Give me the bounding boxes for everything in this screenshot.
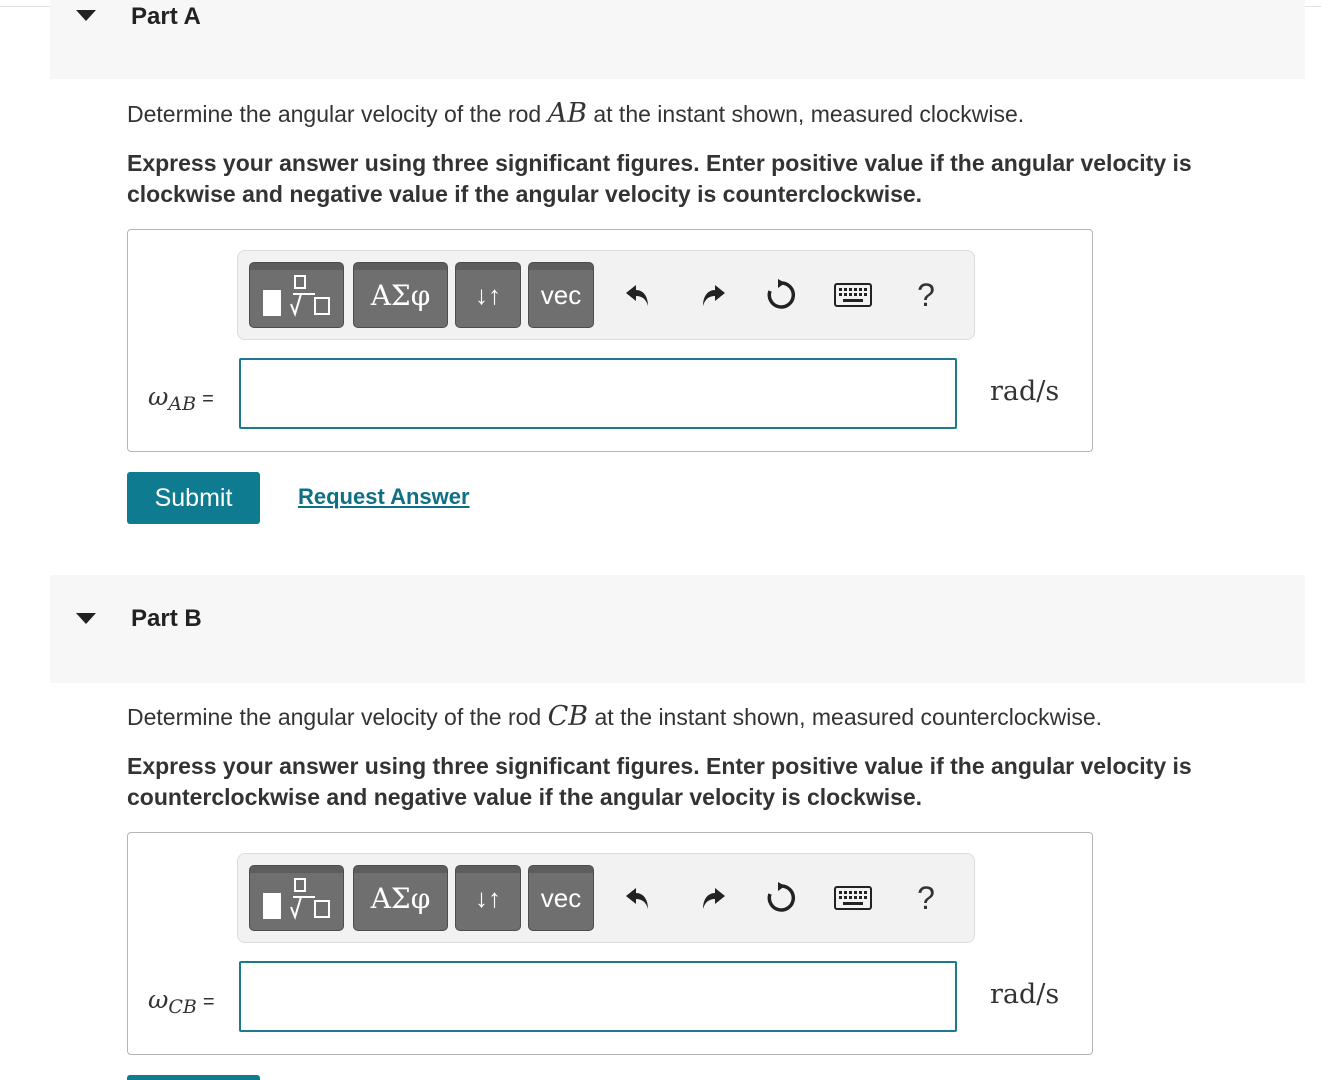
- templates-icon: [257, 270, 337, 320]
- unit-label: rad/s: [990, 376, 1060, 407]
- keyboard-icon[interactable]: [833, 876, 873, 920]
- part-a-title: Part A: [131, 3, 201, 30]
- omega-ab-label: $\omega_{AB}$ =: [148, 382, 214, 415]
- part-a-question: Determine the angular velocity of the rod AB at the instant shown, measured clockwise.: [127, 98, 1025, 129]
- math-toolbar: [237, 250, 975, 340]
- greek-letters-button[interactable]: ΑΣφ: [353, 262, 448, 328]
- arrows-button[interactable]: ↓↑: [455, 865, 521, 931]
- keyboard-icon[interactable]: [833, 273, 873, 317]
- greek-letters-button[interactable]: ΑΣφ: [353, 865, 448, 931]
- collapse-caret-icon[interactable]: [76, 613, 96, 624]
- omega-cb-label: $\omega_{CB}$ =: [148, 985, 215, 1018]
- reset-icon[interactable]: [761, 273, 801, 317]
- omega-cb-input[interactable]: [239, 961, 957, 1032]
- rod-cb-math: CB: [547, 701, 589, 732]
- part-b-answer-box: [127, 832, 1093, 1055]
- request-answer-link[interactable]: Request Answer: [298, 484, 470, 509]
- part-b-header[interactable]: [50, 575, 1305, 683]
- part-a-header[interactable]: [50, 0, 1305, 79]
- undo-icon[interactable]: [618, 273, 658, 317]
- submit-button-partial[interactable]: [127, 1075, 260, 1080]
- part-a-instruction: Express your answer using three significant figures. Enter positive value if the angular velocity is clockwise and negative value if the angular velocity is counterclockwise.: [127, 150, 1192, 207]
- redo-icon[interactable]: [693, 876, 733, 920]
- redo-icon[interactable]: [693, 273, 733, 317]
- part-a-answer-box: [127, 229, 1093, 452]
- rod-ab-math: AB: [547, 98, 587, 129]
- templates-icon: [257, 873, 337, 923]
- help-icon[interactable]: ?: [917, 276, 935, 313]
- submit-button[interactable]: Submit: [127, 472, 260, 524]
- unit-label: rad/s: [990, 979, 1060, 1010]
- part-b-instruction: Express your answer using three significant figures. Enter positive value if the angular velocity is counterclockwise and negative value if the angular velocity is clockwise.: [127, 753, 1192, 810]
- vector-button[interactable]: vec: [528, 262, 594, 328]
- part-b-title: Part B: [131, 605, 202, 632]
- collapse-caret-icon[interactable]: [76, 10, 96, 21]
- reset-icon[interactable]: [761, 876, 801, 920]
- arrows-button[interactable]: ↓↑: [455, 262, 521, 328]
- undo-icon[interactable]: [618, 876, 658, 920]
- templates-button[interactable]: [249, 865, 344, 931]
- help-icon[interactable]: ?: [917, 879, 935, 916]
- vector-button[interactable]: vec: [528, 865, 594, 931]
- part-b-question: Determine the angular velocity of the rod CB at the instant shown, measured counterclockwise.: [127, 701, 1103, 732]
- omega-ab-input[interactable]: [239, 358, 957, 429]
- math-toolbar: [237, 853, 975, 943]
- templates-button[interactable]: [249, 262, 344, 328]
